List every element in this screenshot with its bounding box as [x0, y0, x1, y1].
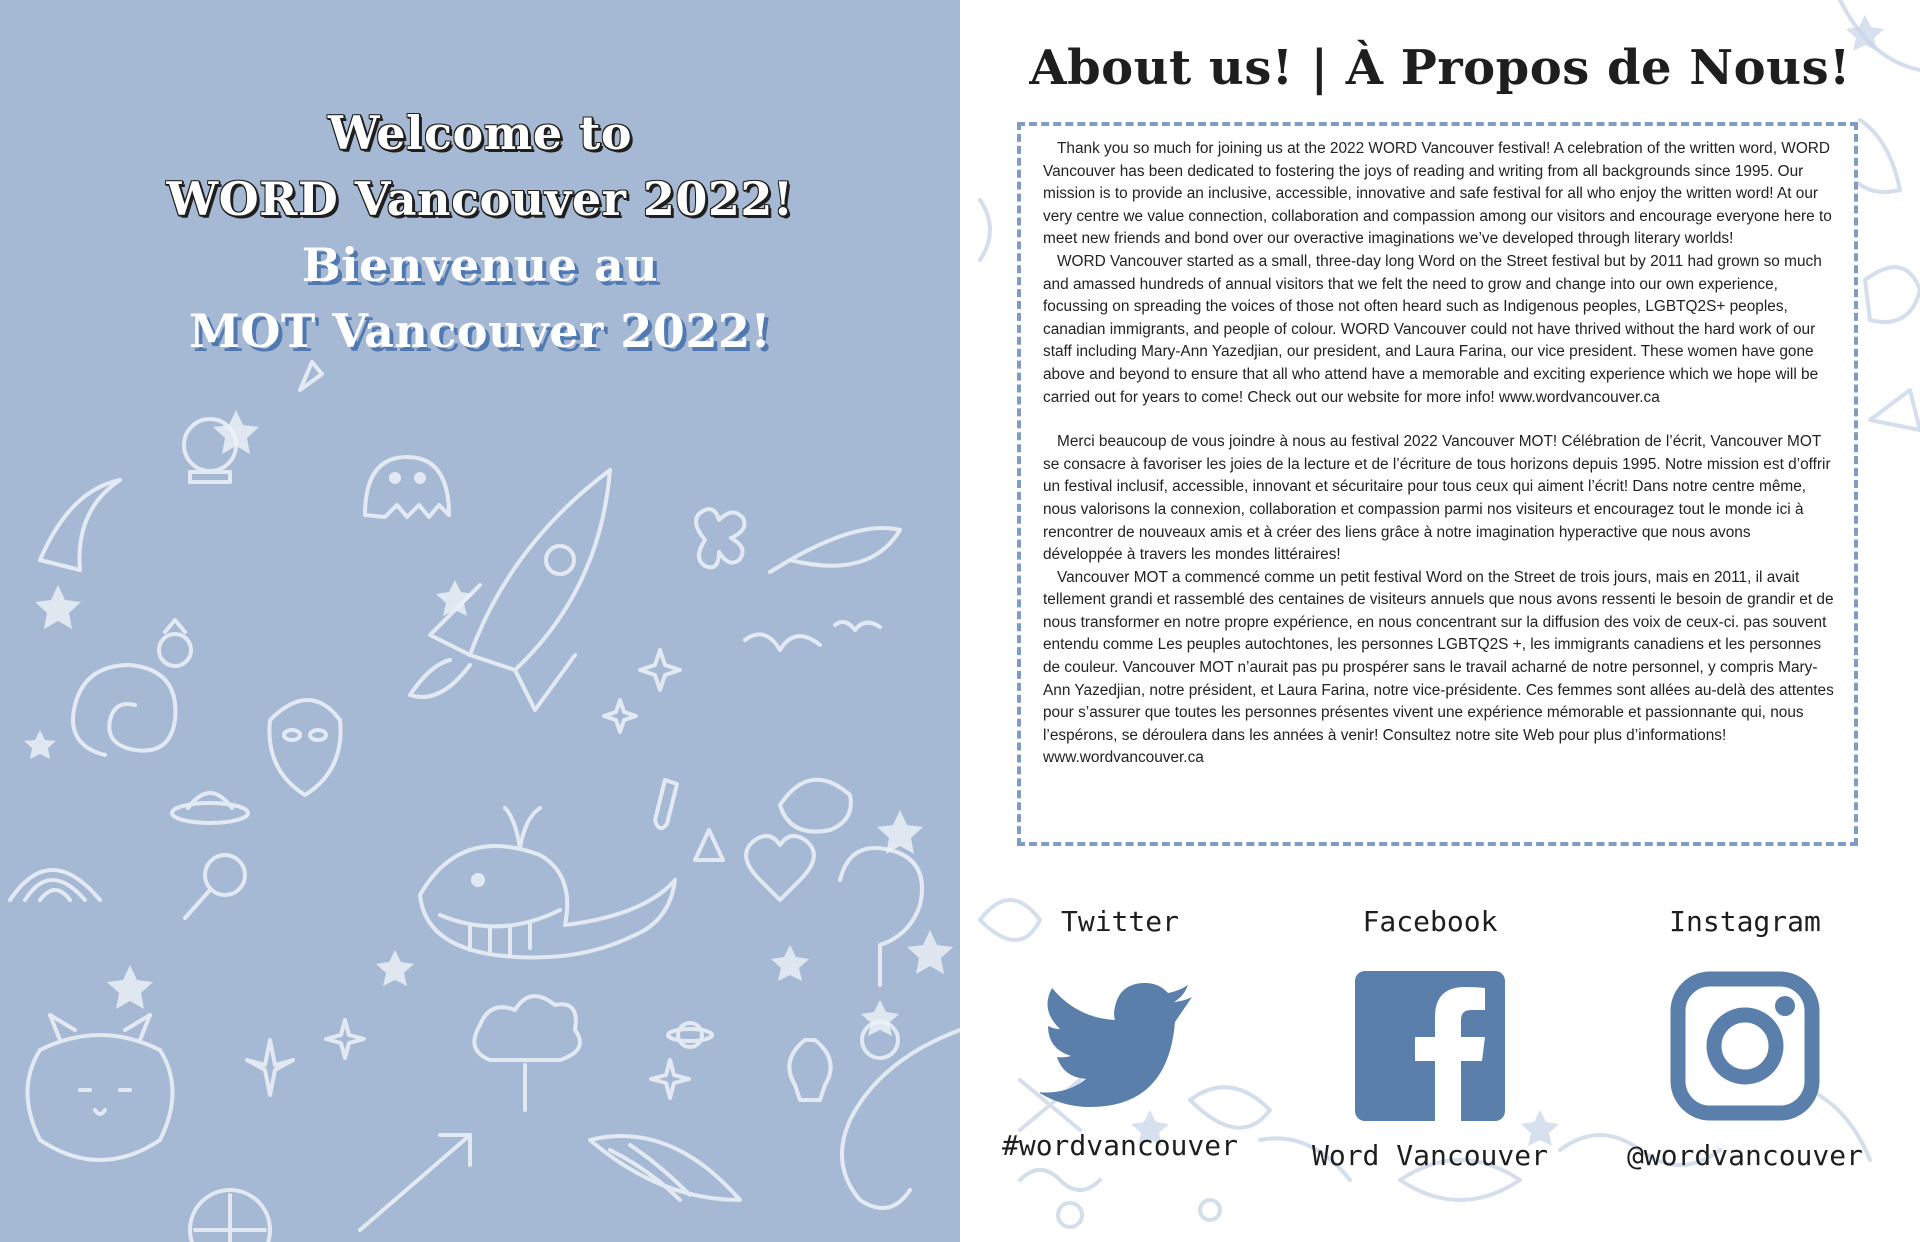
facebook-f-icon[interactable] [1355, 971, 1505, 1121]
instagram-label: Instagram [1669, 905, 1821, 938]
about-paragraph-fr-1: Merci beaucoup de vous joindre à nous au festival 2022 Vancouver MOT! Célébration de l’écrit, Vancouver MOT se consacre à favoriser les joies de la lecture et de l’écriture de tous horizons depuis 1995. Notre mission est d’offrir un festival inclusif, accessible, innovant et sécuritaire pour tous ceux qui aiment l’écrit! Dans notre centre même, nous valorisons la connexion, collaboration et compassion parmi nos visiteurs et encouragez tout le monde ici à rencontrer de nouveaux amis et à créer des liens grâce à notre imagination hyperactive que nous avons développée à travers les mondes littéraires! [1043, 433, 1831, 564]
welcome-heading-french [0, 232, 960, 364]
about-title: About us! | À Propos de Nous! [1029, 40, 1851, 96]
twitter-label: Twitter [1060, 905, 1179, 938]
social-facebook[interactable] [1265, 905, 1595, 1172]
welcome-en-line2: WORD Vancouver 2022! [166, 172, 794, 226]
twitter-bird-icon[interactable] [1040, 971, 1200, 1111]
welcome-fr-line1: Bienvenue au [301, 238, 659, 292]
instagram-handle: @wordvancouver [1626, 1139, 1863, 1172]
facebook-handle: Word Vancouver [1311, 1139, 1548, 1172]
paragraph-spacer [1043, 409, 1834, 431]
social-instagram[interactable] [1580, 905, 1910, 1172]
about-text-box [1017, 122, 1858, 846]
about-paragraph-fr-2: Vancouver MOT a commencé comme un petit festival Word on the Street de trois jours, mais en 2011, il avait tellement grandi et rassemblé des centaines de visiteurs annuels que nous avons ressenti le besoin de grandir et de nous transformer en notre propre expérience, en nous concentrant sur la diffusion des voix de ceux-ci. pas souvent entendu comme Les peuples autochtones, les personnes LGBTQ2S +, les immigrants canadiens et les personnes de couleur. Vancouver MOT n’aurait pas pu prospérer sans le travail acharné de notre personnel, y compris Mary-Ann Yazedjian, notre président, et Laura Farina, notre vice-présidente. Ces femmes sont allées au-delà des attentes pour s’assurer que toutes les personnes présentes vivent une expérience mémorable et passionnante qui, nous l’espérons, se déroulera dans les années à venir! Consultez notre site Web pour plus d’informations! www.wordvancouver.ca [1043, 568, 1834, 767]
about-paragraph-en-1: Thank you so much for joining us at the 2022 WORD Vancouver festival! A celebration of the written word, WORD Vancouver has been dedicated to fostering the joys of reading and writing from all backgrounds since 1995. Our mission is to provide an inclusive, accessible, innovative and safe festival for all who enjoy the written word! At our very centre we value connection, collaboration and compassion among our visitors and encourage everyone here to meet new friends and bond over our overactive imaginations we’ve developed through literary worlds! [1043, 140, 1832, 248]
social-twitter[interactable] [960, 905, 1280, 1162]
twitter-handle: #wordvancouver [1001, 1129, 1238, 1162]
welcome-heading-english [0, 100, 960, 232]
instagram-camera-icon[interactable] [1670, 971, 1820, 1121]
about-paragraph-en-2: WORD Vancouver started as a small, three-day long Word on the Street festival but by 2011 had grown so much and amassed hundreds of annual visitors that we felt the need to grow and change into our own experience, focussing on spreading the voices of those not often heard such as Indigenous peoples, LGBTQ2S+ peoples, canadian immigrants, and people of colour. WORD Vancouver could not have thrived without the hard work of our staff including Mary-Ann Yazedjian, our president, and Laura Farina, our vice president. These women have gone above and beyond to ensure that all who attend have a memorable and exciting experience which we hope will be carried out for years to come! Check out our website for more info! www.wordvancouver.ca [1043, 252, 1822, 406]
welcome-en-line1: Welcome to [327, 106, 633, 160]
right-panel [960, 0, 1920, 1242]
welcome-fr-line2: MOT Vancouver 2022! [188, 304, 772, 358]
facebook-label: Facebook [1362, 905, 1498, 938]
